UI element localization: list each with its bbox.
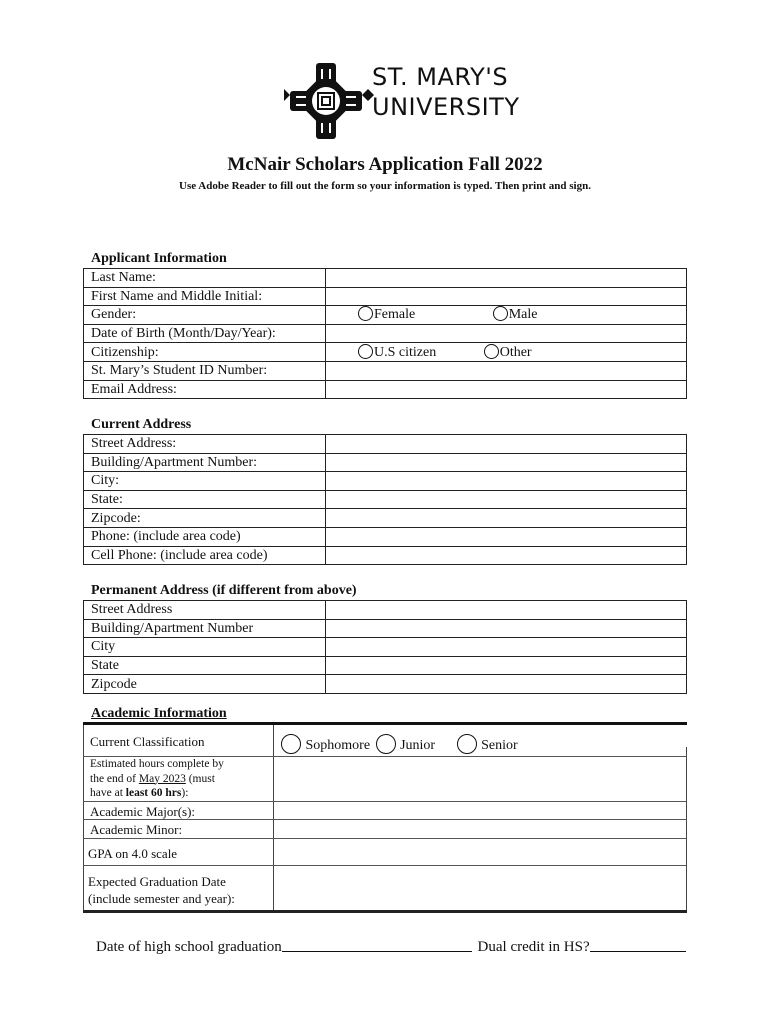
table-row xyxy=(84,619,687,638)
divider xyxy=(83,725,84,911)
table-row xyxy=(84,453,687,472)
logo-line-1: ST. MARY'S xyxy=(372,63,509,91)
perm-zip-label: Zipcode xyxy=(84,675,326,694)
permanent-address-heading: Permanent Address (if different from above) xyxy=(91,583,357,598)
major-label: Academic Major(s): xyxy=(90,804,196,819)
citizenship-label: Citizenship: xyxy=(84,343,326,362)
applicant-info-table xyxy=(83,268,687,399)
citizen-other-label: Other xyxy=(499,344,532,360)
divider xyxy=(83,838,687,839)
citizen-other-option[interactable] xyxy=(484,345,532,360)
permanent-address-table xyxy=(83,600,687,694)
radio-male[interactable] xyxy=(493,306,508,321)
table-row xyxy=(84,527,687,546)
sophomore-option[interactable] xyxy=(281,734,370,754)
table-row xyxy=(84,343,687,362)
gender-male-option[interactable] xyxy=(493,307,538,322)
first-name-field[interactable] xyxy=(326,287,687,306)
gender-label: Gender: xyxy=(84,306,326,325)
zip-field[interactable] xyxy=(326,509,687,528)
university-wordmark xyxy=(372,62,520,122)
divider xyxy=(83,910,687,913)
academic-info-heading: Academic Information xyxy=(91,706,227,721)
table-row xyxy=(84,675,687,694)
perm-state-field[interactable] xyxy=(326,656,687,675)
divider xyxy=(83,722,687,725)
academic-info-table xyxy=(83,722,687,914)
hs-graduation-label: Date of high school graduation xyxy=(96,939,282,955)
table-row xyxy=(84,361,687,380)
table-row xyxy=(84,509,687,528)
table-row xyxy=(84,306,687,325)
table-row xyxy=(84,287,687,306)
table-row xyxy=(84,435,687,454)
cell-field[interactable] xyxy=(326,546,687,565)
classification-options xyxy=(281,734,518,754)
building-field[interactable] xyxy=(326,453,687,472)
hours-deadline: May 2023 xyxy=(138,772,186,785)
hs-graduation-field[interactable] xyxy=(282,937,472,952)
graduation-line-1: Expected Graduation Date xyxy=(88,874,226,889)
perm-street-field[interactable] xyxy=(326,601,687,620)
city-field[interactable] xyxy=(326,472,687,491)
sophomore-label: Sophomore xyxy=(305,738,371,753)
cell-label: Cell Phone: (include area code) xyxy=(84,546,326,565)
divider xyxy=(686,747,687,911)
street-label: Street Address: xyxy=(84,435,326,454)
radio-senior[interactable] xyxy=(457,734,477,754)
state-field[interactable] xyxy=(326,490,687,509)
citizen-us-option[interactable] xyxy=(358,345,436,360)
zip-label: Zipcode: xyxy=(84,509,326,528)
perm-city-label: City xyxy=(84,638,326,657)
perm-building-field[interactable] xyxy=(326,619,687,638)
street-field[interactable] xyxy=(326,435,687,454)
table-row xyxy=(84,490,687,509)
email-field[interactable] xyxy=(326,380,687,399)
citizen-us-label: U.S citizen xyxy=(374,344,437,360)
citizenship-options xyxy=(326,343,687,362)
page-subtitle: Use Adobe Reader to fill out the form so your information is typed. Then print and sign. xyxy=(179,180,591,192)
junior-label: Junior xyxy=(400,738,436,753)
footer-fields xyxy=(96,937,686,956)
dob-field[interactable] xyxy=(326,324,687,343)
dual-credit-field[interactable] xyxy=(590,937,686,952)
classification-label: Current Classification xyxy=(90,734,205,749)
state-label: State: xyxy=(84,490,326,509)
graduation-label xyxy=(88,873,235,907)
building-label: Building/Apartment Number: xyxy=(84,453,326,472)
perm-building-label: Building/Apartment Number xyxy=(84,619,326,638)
hours-text: have at xyxy=(90,787,126,799)
last-name-label: Last Name: xyxy=(84,269,326,288)
gpa-label: GPA on 4.0 scale xyxy=(88,846,178,861)
senior-label: Senior xyxy=(481,738,518,753)
dob-label: Date of Birth (Month/Day/Year): xyxy=(84,324,326,343)
divider xyxy=(83,865,687,866)
perm-state-label: State xyxy=(84,656,326,675)
dual-credit-label: Dual credit in HS? xyxy=(477,939,590,955)
gender-male-label: Male xyxy=(508,307,538,323)
applicant-info-heading: Applicant Information xyxy=(91,251,227,266)
radio-sophomore[interactable] xyxy=(281,734,301,754)
page-title: McNair Scholars Application Fall 2022 xyxy=(227,154,543,175)
logo-line-2: UNIVERSITY xyxy=(372,93,520,121)
perm-zip-field[interactable] xyxy=(326,675,687,694)
radio-other[interactable] xyxy=(484,344,499,359)
student-id-label: St. Mary’s Student ID Number: xyxy=(84,361,326,380)
current-address-heading: Current Address xyxy=(91,417,192,432)
graduation-line-2: (include semester and year): xyxy=(88,891,235,906)
phone-field[interactable] xyxy=(326,527,687,546)
gender-options xyxy=(326,306,687,325)
hours-text: (must xyxy=(185,772,215,785)
hours-line-1: Estimated hours complete by xyxy=(90,758,224,770)
hours-minimum: least 60 hrs xyxy=(125,787,182,799)
hours-label xyxy=(90,757,224,801)
hours-text: ): xyxy=(181,787,189,799)
email-label: Email Address: xyxy=(84,380,326,399)
perm-street-label: Street Address xyxy=(84,601,326,620)
gender-female-label: Female xyxy=(374,307,416,323)
table-row xyxy=(84,638,687,657)
first-name-label: First Name and Middle Initial: xyxy=(84,287,326,306)
table-row xyxy=(84,656,687,675)
radio-us-citizen[interactable] xyxy=(358,344,373,359)
table-row xyxy=(84,269,687,288)
hours-line-3 xyxy=(90,786,224,801)
table-row xyxy=(84,380,687,399)
minor-label: Academic Minor: xyxy=(90,822,183,837)
perm-city-field[interactable] xyxy=(326,638,687,657)
divider xyxy=(273,725,274,911)
table-row xyxy=(84,601,687,620)
table-row xyxy=(84,546,687,565)
gender-female-option[interactable] xyxy=(358,307,415,322)
senior-option[interactable] xyxy=(457,734,518,754)
hours-line-2 xyxy=(90,772,224,787)
current-address-table xyxy=(83,434,687,565)
junior-option[interactable] xyxy=(376,734,436,754)
radio-junior[interactable] xyxy=(376,734,396,754)
phone-label: Phone: (include area code) xyxy=(84,527,326,546)
radio-female[interactable] xyxy=(358,306,373,321)
table-row xyxy=(84,472,687,491)
hours-text: the end of xyxy=(90,772,139,785)
student-id-field[interactable] xyxy=(326,361,687,380)
table-row xyxy=(84,324,687,343)
divider xyxy=(83,801,687,802)
last-name-field[interactable] xyxy=(326,269,687,288)
city-label: City: xyxy=(84,472,326,491)
